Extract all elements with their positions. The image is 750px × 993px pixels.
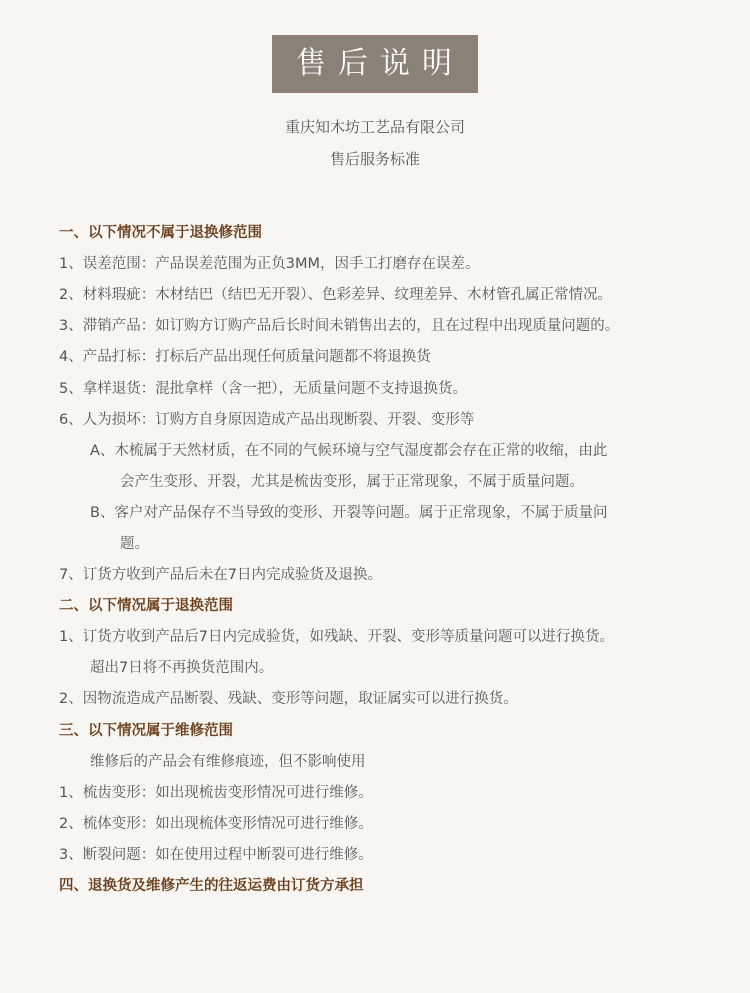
section1-sub-b-line2: 题。 [120, 536, 149, 552]
section2-heading: 二、以下情况属于退换范围 [59, 598, 233, 614]
company-name: 重庆知木坊工艺品有限公司 [284, 118, 465, 136]
section2-item-1-line2: 超出7日将不再换货范围内。 [90, 660, 274, 676]
section1-sub-a-line2: 会产生变形、开裂，尤其是梳齿变形，属于正常现象，不属于质量问题。 [120, 474, 584, 490]
section3-heading: 三、以下情况属于维修范围 [59, 723, 233, 739]
section1-item-7: 7、订货方收到产品后未在7日内完成验货及退换。 [59, 567, 382, 583]
section3-item-3: 3、断裂问题：如在使用过程中断裂可进行维修。 [59, 847, 373, 863]
section3-item-1: 1、梳齿变形：如出现梳齿变形情况可进行维修。 [59, 785, 373, 801]
section3-note: 维修后的产品会有维修痕迹，但不影响使用 [90, 754, 366, 770]
section3-item-2: 2、梳体变形：如出现梳体变形情况可进行维修。 [59, 816, 373, 832]
section1-item-2: 2、材料瑕疵：木材结巴（结巴无开裂）、色彩差异、纹理差异、木材管孔属正常情况。 [59, 287, 612, 303]
section1-item-6: 6、人为损坏：订购方自身原因造成产品出现断裂、开裂、变形等 [59, 412, 475, 428]
section1-heading: 一、以下情况不属于退换修范围 [59, 225, 262, 241]
section1-item-3: 3、滞销产品：如订购方订购产品后长时间未销售出去的，且在过程中出现质量问题的。 [59, 318, 620, 334]
section1-item-4: 4、产品打标：打标后产品出现任何质量问题都不将退换货 [59, 349, 431, 365]
section4-heading: 四、退换货及维修产生的往返运费由订货方承担 [59, 878, 364, 894]
section1-sub-b-line1: B、客户对产品保存不当导致的变形、开裂等问题。属于正常现象，不属于质量问 [90, 505, 608, 521]
page-subtitle: 售后服务标准 [329, 150, 420, 168]
section1-item-1: 1、误差范围：产品误差范围为正负3MM，因手工打磨存在误差。 [59, 256, 480, 272]
section1-sub-a-line1: A、木梳属于天然材质，在不同的气候环境与空气湿度都会存在正常的收缩，由此 [90, 443, 608, 459]
section1-item-5: 5、拿样退货：混批拿样（含一把），无质量问题不支持退换货。 [59, 381, 467, 397]
section2-item-1-line1: 1、订货方收到产品后7日内完成验货，如残缺、开裂、变形等质量问题可以进行换货。 [59, 629, 614, 645]
page-title: 售后说明 [272, 35, 478, 93]
section2-item-2: 2、因物流造成产品断裂、残缺、变形等问题，取证属实可以进行换货。 [59, 691, 518, 707]
